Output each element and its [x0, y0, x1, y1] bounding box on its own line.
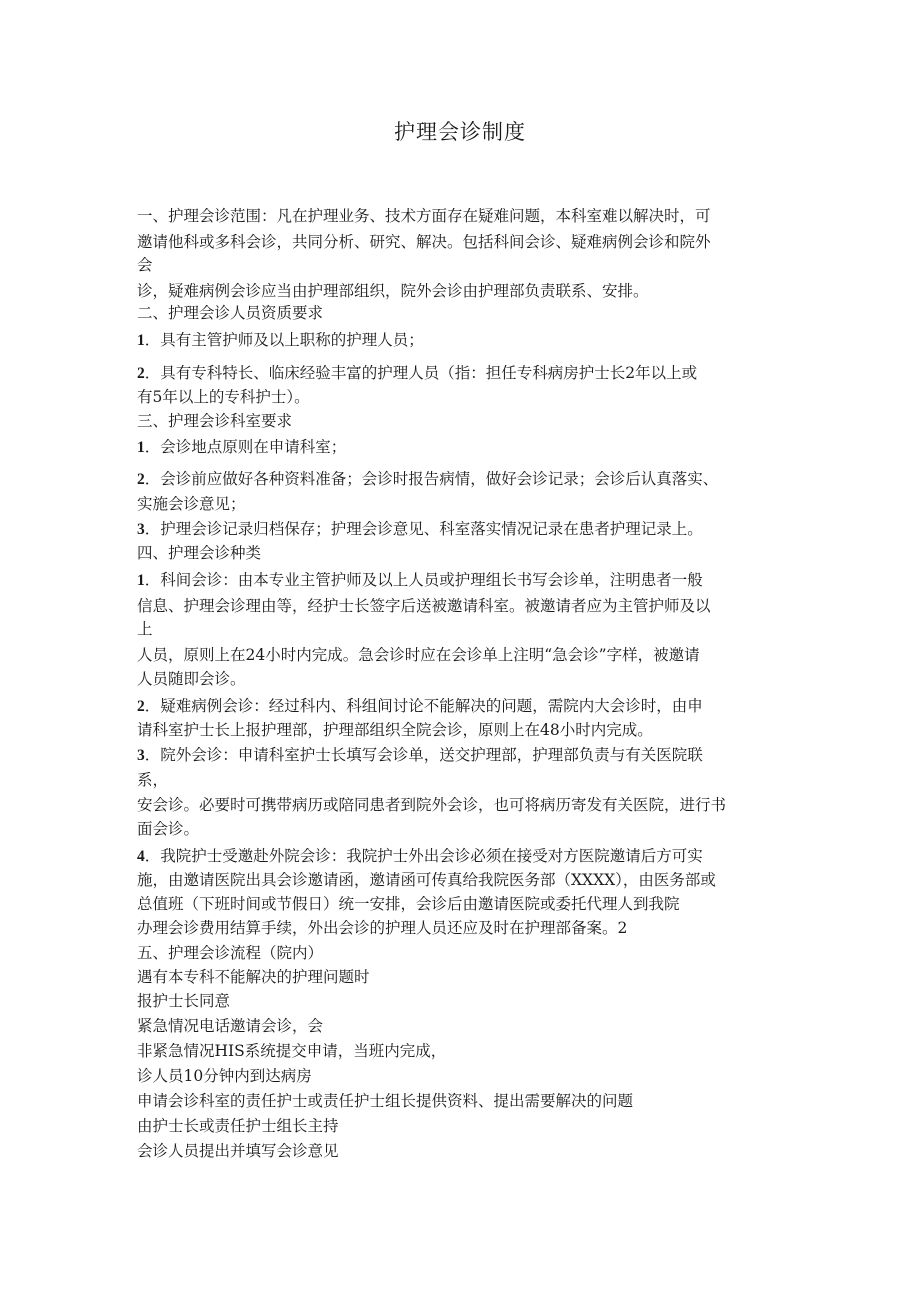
section-heading: 五、护理会诊流程（院内） [137, 944, 324, 962]
text-line: 由护士长或责任护士组长主持 [137, 1117, 339, 1135]
text-line: 人员随即会诊。 [137, 670, 246, 688]
list-item: 1．具有主管护师及以上职称的护理人员； [137, 331, 424, 349]
text-line: 申请会诊科室的责任护士或责任护士组长提供资料、提出需要解决的问题 [137, 1092, 634, 1110]
text-line: 紧急情况电话邀请会诊，会 [137, 1017, 324, 1035]
text-line: 请科室护士长上报护理部，护理部组织全院会诊，原则上在48小时内完成。 [137, 721, 653, 739]
section-heading: 四、护理会诊种类 [137, 544, 262, 562]
list-item: 1．科间会诊：由本专业主管护师及以上人员或护理组长书写会诊单，注明患者一般 [137, 571, 703, 589]
text-line: 会诊人员提出并填写会诊意见 [137, 1142, 339, 1160]
text-line: 诊，疑难病例会诊应当由护理部组织，院外会诊由护理部负责联系、安排。 [137, 282, 649, 300]
text-line: 有5年以上的专科护士）。 [137, 388, 310, 406]
text-line: 遇有本专科不能解决的护理问题时 [137, 968, 370, 986]
text-line: 信息、护理会诊理由等，经护士长签字后送被邀请科室。被邀请者应为主管护师及以 [137, 597, 711, 615]
text-line: 邀请他科或多科会诊，共同分析、研究、解决。包括科间会诊、疑难病例会诊和院外 [137, 233, 711, 251]
list-item: 3．院外会诊：申请科室护士长填写会诊单，送交护理部，护理部负责与有关医院联 [137, 746, 703, 764]
text-line: 总值班（下班时间或节假日）统一安排，会诊后由邀请医院或委托代理人到我院 [137, 895, 680, 913]
text-line: 报护士长同意 [137, 992, 231, 1010]
text-line: 人员，原则上在24小时内完成。急会诊时应在会诊单上注明“急会诊”字样，被邀请 [137, 646, 700, 664]
text-line: 一、护理会诊范围：凡在护理业务、技术方面存在疑难问题，本科室难以解决时，可 [137, 207, 711, 225]
text-line: 施，由邀请医院出具会诊邀请函，邀请函可传真给我院医务部（XXXX），由医务部或 [137, 871, 716, 889]
text-line: 安会诊。必要时可携带病历或陪同患者到院外会诊，也可将病历寄发有关医院，进行书 [137, 796, 727, 814]
text-line: 面会诊。 [137, 820, 200, 838]
list-item: 2．具有专科特长、临床经验丰富的护理人员（指：担任专科病房护士长2年以上或 [137, 364, 698, 382]
section-heading: 三、护理会诊科室要求 [137, 412, 293, 430]
text-line: 实施会诊意见； [137, 495, 246, 513]
section-heading: 二、护理会诊人员资质要求 [137, 304, 324, 322]
text-line: 非紧急情况HIS系统提交申请，当班内完成， [137, 1042, 447, 1060]
list-item: 4．我院护士受邀赴外院会诊：我院护士外出会诊必须在接受对方医院邀请后方可实 [137, 847, 703, 865]
list-item: 2．疑难病例会诊：经过科内、科组间讨论不能解决的问题，需院内大会诊时，由申 [137, 697, 703, 715]
list-item: 3．护理会诊记录归档保存；护理会诊意见、科室落实情况记录在患者护理记录上。 [137, 520, 703, 538]
text-line: 系， [137, 771, 169, 789]
document-title: 护理会诊制度 [394, 120, 526, 144]
text-line: 办理会诊费用结算手续，外出会诊的护理人员还应及时在护理部备案。2 [137, 919, 628, 937]
text-line: 诊人员10分钟内到达病房 [137, 1067, 312, 1085]
list-item: 2．会诊前应做好各种资料准备；会诊时报告病情，做好会诊记录；会诊后认真落实、 [137, 470, 719, 488]
text-line: 上 [137, 620, 153, 638]
list-item: 1．会诊地点原则在申请科室； [137, 438, 347, 456]
text-line: 会 [137, 256, 153, 274]
